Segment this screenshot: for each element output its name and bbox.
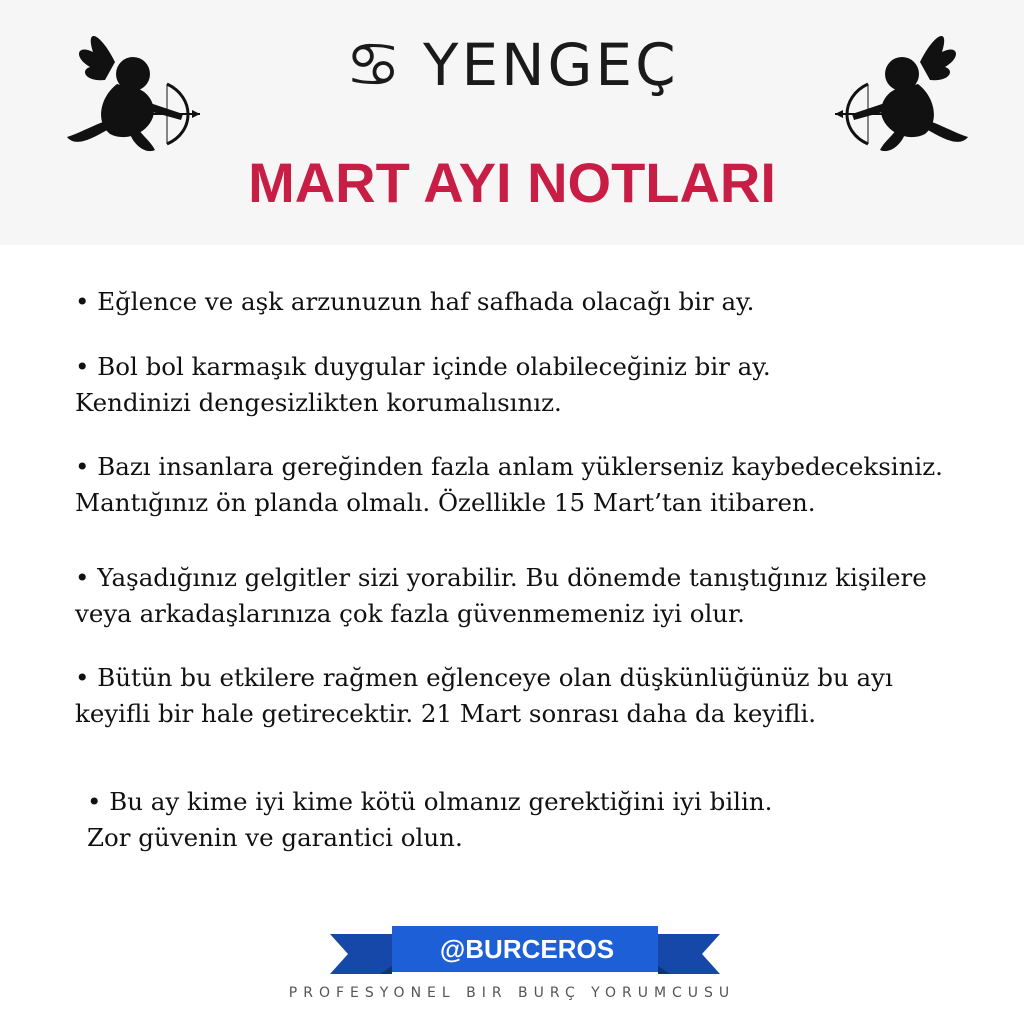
note-line: • Bol bol karmaşık duygular içinde olabileceğiniz bir ay. [75,352,771,381]
note-line: Zor güvenin ve garantici olun. [87,823,463,852]
page-title: MART AYI NOTLARI [248,151,776,214]
cancer-zodiac-icon: ♋ [345,28,402,101]
brand-handle: @BURCEROS [439,934,615,964]
note-line: • Bu ay kime iyi kime kötü olmanız gerektiğini iyi bilin. [87,787,773,816]
brand-tagline: PROFESYONEL BIR BURÇ YORUMCUSU [288,985,736,1001]
note-item [75,660,893,732]
note-item [75,284,754,320]
note-line: • Eğlence ve aşk arzunuzun haf safhada olacağı bir ay. [75,287,755,316]
note-item [75,449,943,521]
note-line: • Yaşadığınız gelgitler sizi yorabilir. Bu dönemde tanıştığınız kişilere [75,563,927,592]
note-item [75,349,771,421]
sign-name: YENGEÇ [423,31,679,99]
note-item [75,560,927,632]
note-line: • Bütün bu etkilere rağmen eğlenceye olan düşkünlüğünüz bu ayı [75,663,893,692]
note-item [87,784,772,856]
note-line: keyifli bir hale getirecektir. 21 Mart sonrası daha da keyifli. [75,699,817,728]
note-line: Mantığınız ön planda olmalı. Özellikle 15 Mart’tan itibaren. [75,488,816,517]
note-line: • Bazı insanlara gereğinden fazla anlam yüklerseniz kaybedeceksiniz. [75,452,943,481]
note-line: Kendinizi dengesizlikten korumalısınız. [75,388,562,417]
sign-heading [0,30,1024,100]
note-line: veya arkadaşlarınıza çok fazla güvenmemeniz iyi olur. [75,599,745,628]
